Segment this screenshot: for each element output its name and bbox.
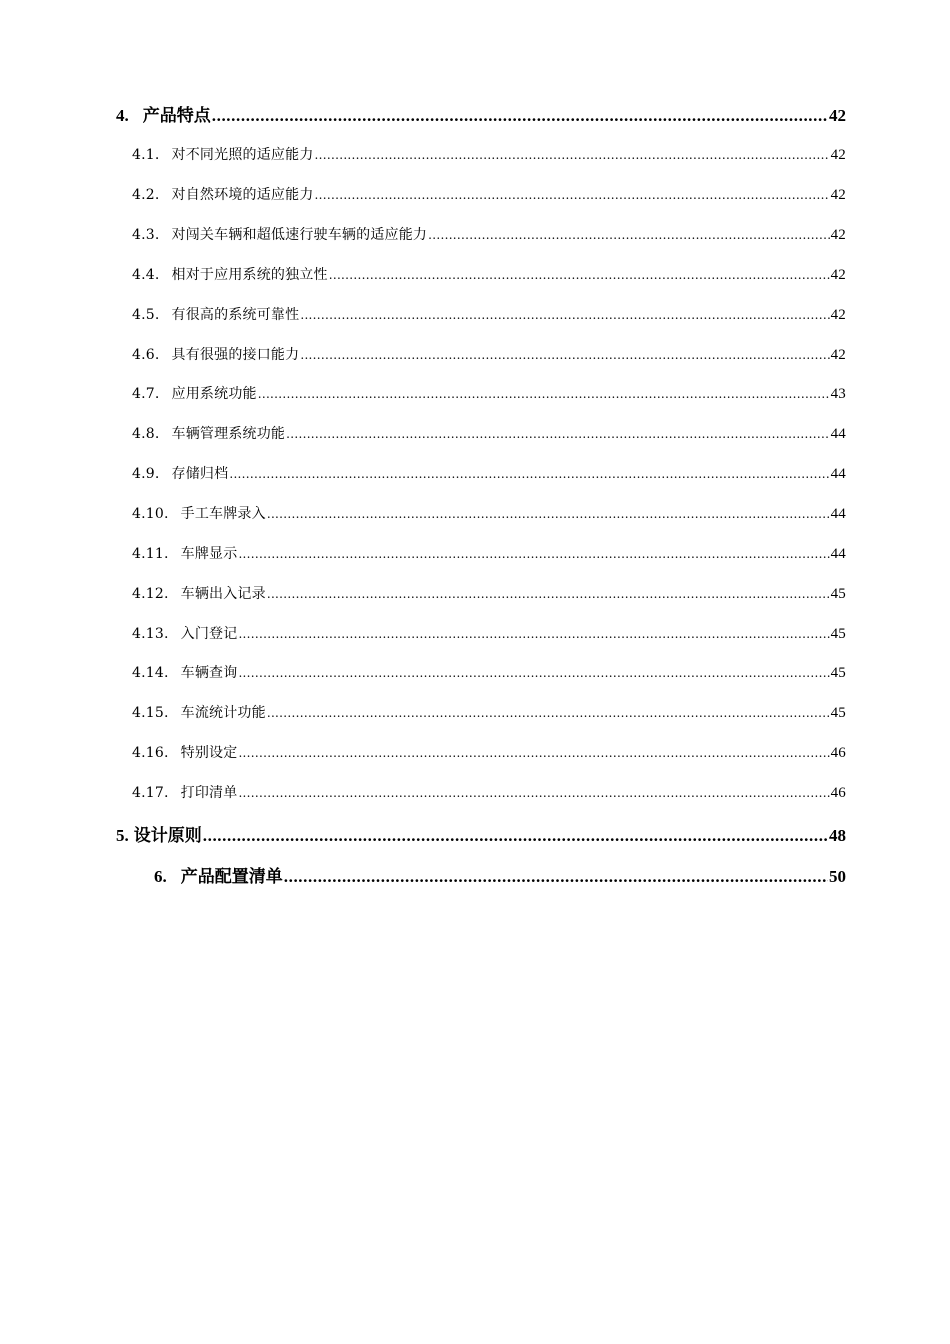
- toc-leader-dots: [428, 227, 829, 243]
- toc-entry-page: 44: [830, 546, 846, 562]
- toc-entry-title: 具有很强的接口能力: [171, 347, 300, 363]
- toc-leader-dots: [238, 546, 829, 562]
- toc-entry-number: 4.15.: [132, 705, 169, 721]
- toc-entry-page: 46: [830, 745, 846, 761]
- toc-entry-number: 4.16.: [132, 745, 169, 761]
- toc-entry-number: 4.6.: [132, 347, 160, 363]
- toc-entry-page: 50: [829, 867, 846, 886]
- toc-leader-dots: [315, 187, 830, 203]
- toc-entry-4-8[interactable]: [132, 423, 846, 443]
- toc-entry-number: 4.11.: [132, 546, 169, 562]
- toc-leader-dots: [258, 386, 830, 402]
- toc-entry-4-16[interactable]: [132, 742, 846, 762]
- toc-entry-title: 车辆管理系统功能: [171, 426, 286, 442]
- toc-entry-page: 45: [830, 626, 846, 642]
- toc-entry-page: 46: [830, 785, 846, 801]
- toc-entry-title: 入门登记: [180, 626, 238, 642]
- toc-entry-number: 4.10.: [132, 506, 169, 522]
- toc-entry-title: 特别设定: [180, 745, 238, 761]
- toc-entry-title: 对闯关车辆和超低速行驶车辆的适应能力: [171, 227, 428, 243]
- toc-leader-dots: [267, 705, 830, 721]
- toc-entry-number: 6.: [154, 867, 167, 886]
- toc-entry-title: 对不同光照的适应能力: [171, 147, 314, 163]
- toc-leader-dots: [238, 745, 829, 761]
- toc-entry-title: 产品特点: [142, 106, 211, 125]
- toc-entry-4-6[interactable]: [132, 344, 846, 364]
- toc-entry-number: 4.9.: [132, 466, 160, 482]
- toc-entry-page: 42: [830, 187, 846, 203]
- toc-entry-number: 4.3.: [132, 227, 160, 243]
- toc-entry-4-10[interactable]: [132, 503, 846, 523]
- toc-entry-page: 45: [830, 665, 846, 681]
- toc-entry-title: 相对于应用系统的独立性: [171, 267, 328, 283]
- toc-leader-dots: [284, 867, 828, 887]
- toc-entry-4-3[interactable]: [132, 224, 846, 244]
- toc-leader-dots: [267, 586, 830, 602]
- toc-entry-page: 42: [830, 267, 846, 283]
- toc-entry-title: 车辆查询: [180, 665, 238, 681]
- toc-entry-4-5[interactable]: [132, 304, 846, 324]
- toc-entry-number: 4.2.: [132, 187, 160, 203]
- toc-entry-title: 打印清单: [180, 785, 238, 801]
- toc-entry-title: 车流统计功能: [180, 705, 266, 721]
- toc-entry-number: 4.4.: [132, 267, 160, 283]
- toc-entry-number: 4.17.: [132, 785, 169, 801]
- toc-entry-4-12[interactable]: [132, 583, 846, 603]
- toc-entry-page: 42: [830, 147, 846, 163]
- toc-entry-page: 42: [830, 347, 846, 363]
- toc-entry-number: 4.5.: [132, 307, 160, 323]
- toc-entry-4-17[interactable]: [132, 782, 846, 802]
- toc-entry-page: 42: [830, 307, 846, 323]
- toc-entry-title: 手工车牌录入: [180, 506, 266, 522]
- toc-leader-dots: [238, 626, 829, 642]
- toc-leader-dots: [203, 826, 828, 846]
- toc-entry-5[interactable]: [116, 821, 846, 846]
- toc-entry-page: 45: [830, 705, 846, 721]
- toc-entry-4-4[interactable]: [132, 264, 846, 284]
- toc-entry-title: 产品配置清单: [180, 867, 283, 886]
- toc-leader-dots: [300, 307, 829, 323]
- toc-entry-4-14[interactable]: [132, 662, 846, 682]
- toc-entry-number: 4.: [116, 106, 129, 125]
- toc-entry-number: 4.7.: [132, 386, 160, 402]
- toc-leader-dots: [229, 466, 829, 482]
- toc-leader-dots: [267, 506, 830, 522]
- toc-entry-number: 4.12.: [132, 586, 169, 602]
- toc-entry-title: 车牌显示: [180, 546, 238, 562]
- toc-entry-page: 43: [830, 386, 846, 402]
- toc-entry-page: 42: [829, 106, 846, 125]
- toc-entry-page: 48: [829, 826, 846, 845]
- toc-entry-4-11[interactable]: [132, 543, 846, 563]
- toc-leader-dots: [238, 665, 829, 681]
- toc-entry-6[interactable]: [154, 862, 846, 887]
- toc-leader-dots: [315, 147, 830, 163]
- toc-entry-page: 44: [830, 506, 846, 522]
- toc-leader-dots: [300, 347, 829, 363]
- toc-entry-title: 对自然环境的适应能力: [171, 187, 314, 203]
- toc-entry-page: 44: [830, 466, 846, 482]
- toc-entry-4-1[interactable]: [132, 144, 846, 164]
- toc-entry-number: 5.: [116, 826, 129, 845]
- toc-leader-dots: [329, 267, 830, 283]
- toc-entry-title: 存储归档: [171, 466, 229, 482]
- toc-leader-dots: [238, 785, 829, 801]
- toc-entry-number: 4.14.: [132, 665, 169, 681]
- toc-entry-page: 45: [830, 586, 846, 602]
- toc-leader-dots: [212, 106, 828, 126]
- toc-entry-number: 4.8.: [132, 426, 160, 442]
- toc-entry-4-9[interactable]: [132, 463, 846, 483]
- toc-entry-4-15[interactable]: [132, 702, 846, 722]
- toc-entry-4-2[interactable]: [132, 184, 846, 204]
- toc-leader-dots: [286, 426, 829, 442]
- toc-entry-number: 4.13.: [132, 626, 169, 642]
- toc-entry-page: 42: [830, 227, 846, 243]
- toc-entry-title: 应用系统功能: [171, 386, 257, 402]
- toc-entry-number: 4.1.: [132, 147, 160, 163]
- toc-entry-page: 44: [830, 426, 846, 442]
- toc-entry-title: 有很高的系统可靠性: [171, 307, 300, 323]
- toc-entry-4[interactable]: [116, 101, 846, 126]
- toc-entry-4-7[interactable]: [132, 383, 846, 403]
- toc-entry-4-13[interactable]: [132, 623, 846, 643]
- toc-entry-title: 车辆出入记录: [180, 586, 266, 602]
- toc-entry-title: 设计原则: [133, 826, 202, 845]
